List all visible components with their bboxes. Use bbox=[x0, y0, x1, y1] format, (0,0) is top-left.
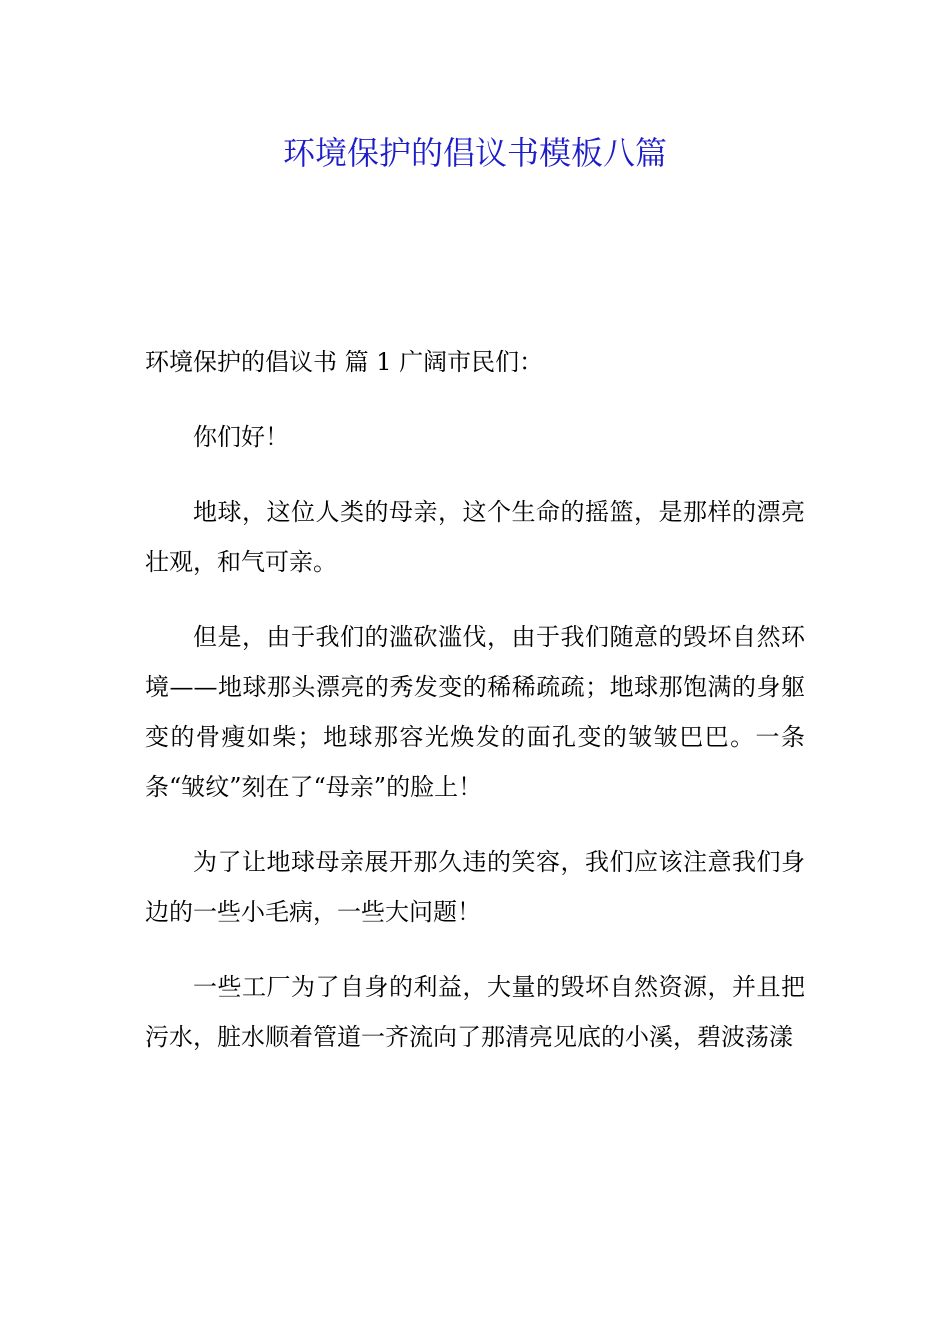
document-title: 环境保护的倡议书模板八篇 bbox=[282, 134, 667, 172]
paragraph-hello: 你们好！ bbox=[193, 423, 289, 451]
paragraph-deforestation: 但是，由于我们的滥砍滥伐，由于我们随意的毁坏自然环境——地球那头漂亮的秀发变的稀稀疏疏；地球那饱满的身躯变的骨瘦如柴；地球那容光焕发的面孔变的皱皱巴巴。一条条“皱纹”刻在了“母亲”的脸上！ bbox=[145, 623, 805, 801]
paragraph-earth-mother: 地球，这位人类的母亲，这个生命的摇篮，是那样的漂亮壮观，和气可亲。 bbox=[145, 498, 805, 576]
paragraph-greeting-heading: 环境保护的倡议书 篇 1 广阔市民们： bbox=[145, 348, 544, 376]
paragraph-factories: 一些工厂为了自身的利益，大量的毁坏自然资源，并且把污水，脏水顺着管道一齐流向了那清亮见底的小溪，碧波荡漾 bbox=[145, 973, 805, 1051]
paragraph-smile: 为了让地球母亲展开那久违的笑容，我们应该注意我们身边的一些小毛病，一些大问题！ bbox=[145, 848, 805, 926]
document-body bbox=[145, 337, 805, 1087]
